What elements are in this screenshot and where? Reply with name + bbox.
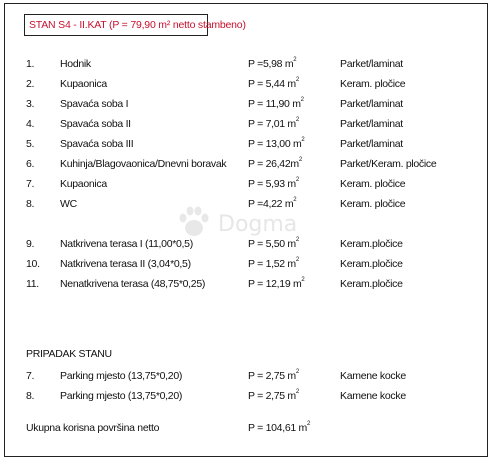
row-floor-type: Kamene kocke [340, 370, 406, 382]
pripadak-heading: PRIPADAK STANU [26, 348, 112, 360]
row-floor-type: Keram. pločice [340, 78, 406, 90]
area-value: P = 2,75 m [248, 370, 296, 382]
row-number: 7. [26, 178, 35, 190]
total-row [0, 420, 492, 436]
row-floor-type: Parket/laminat [340, 58, 403, 70]
row-area [248, 96, 304, 112]
row-floor-type: Keram. pločice [340, 198, 406, 210]
row-floor-type: Parket/laminat [340, 138, 403, 150]
row-name: Spavaća soba I [60, 98, 129, 110]
area-unit-exponent: 2 [295, 389, 299, 395]
room-row [0, 116, 492, 132]
row-name: Kupaonica [60, 178, 107, 190]
row-floor-type: Keram.pločice [340, 258, 403, 270]
row-name: Natkrivena terasa I (11,00*0,5) [60, 238, 193, 250]
row-number: 8. [26, 390, 35, 402]
area-value: P =4,22 m [248, 198, 294, 210]
area-value: P = 5,93 m [248, 178, 296, 190]
area-value: P = 26,42m [248, 158, 299, 170]
area-value: P = 5,44 m [248, 78, 296, 90]
row-number: 4. [26, 118, 35, 130]
terrace-row [0, 256, 492, 272]
paw-icon [178, 206, 210, 240]
room-row [0, 76, 492, 92]
apartment-title [24, 14, 246, 36]
row-name: Spavaća soba II [60, 118, 131, 130]
row-number: 7. [26, 370, 35, 382]
row-area [248, 276, 304, 292]
room-row [0, 56, 492, 72]
area-value: P = 13,00 m [248, 138, 302, 150]
area-unit-exponent: 2 [295, 237, 299, 243]
row-number: 1. [26, 58, 35, 70]
row-floor-type: Parket/laminat [340, 98, 403, 110]
total-area [248, 420, 310, 436]
area-value: P = 12,19 m [248, 278, 302, 290]
row-area [248, 368, 299, 384]
row-number: 11. [26, 278, 39, 290]
area-unit-exponent: 2 [293, 197, 297, 203]
row-name: Parking mjesto (13,75*0,20) [60, 390, 183, 402]
row-floor-type: Parket/laminat [340, 118, 403, 130]
watermark [178, 204, 318, 244]
area-value: P = 5,50 m [248, 238, 296, 250]
row-number: 3. [26, 98, 35, 110]
area-value: P = 7,01 m [248, 118, 296, 130]
row-name: Kupaonica [60, 78, 107, 90]
watermark-text: Dogma [218, 212, 298, 237]
area-unit-exponent: 2 [295, 117, 299, 123]
row-floor-type: Kamene kocke [340, 390, 406, 402]
apartment-title-text: STAN S4 - II.KAT (P = 79,90 m² netto stambeno) [29, 19, 246, 31]
room-row [0, 96, 492, 112]
row-area [248, 76, 299, 92]
row-floor-type: Parket/Keram. pločice [340, 158, 437, 170]
row-name: Kuhinja/Blagovaonica/Dnevni boravak [60, 158, 227, 170]
area-unit-exponent: 2 [298, 157, 302, 163]
row-area [248, 388, 299, 404]
area-value: P = 11,90 m [248, 98, 301, 110]
row-number: 6. [26, 158, 35, 170]
row-area [248, 56, 296, 72]
row-area [248, 156, 302, 172]
area-unit-exponent: 2 [293, 57, 297, 63]
row-name: Nenatkrivena terasa (48,75*0,25) [60, 278, 206, 290]
row-area [248, 256, 299, 272]
row-number: 5. [26, 138, 35, 150]
area-unit-exponent: 2 [295, 177, 299, 183]
area-unit-exponent: 2 [306, 421, 311, 427]
terrace-row [0, 276, 492, 292]
row-name: Hodnik [60, 58, 91, 70]
total-label: Ukupna korisna površina netto [26, 422, 160, 434]
row-floor-type: Keram.pločice [340, 238, 403, 250]
room-row [0, 156, 492, 172]
row-name: Natkrivena terasa II (3,04*0,5) [60, 258, 191, 270]
room-row [0, 176, 492, 192]
row-number: 8. [26, 198, 35, 210]
row-area [248, 116, 299, 132]
area-value: P = 2,75 m [248, 390, 296, 402]
parking-row [0, 368, 492, 384]
row-number: 2. [26, 78, 35, 90]
row-number: 9. [26, 238, 35, 250]
row-number: 10. [26, 258, 40, 270]
row-name: Parking mjesto (13,75*0,20) [60, 370, 183, 382]
row-floor-type: Keram. pločice [340, 178, 406, 190]
area-unit-exponent: 2 [295, 257, 299, 263]
area-unit-exponent: 2 [300, 97, 304, 103]
area-unit-exponent: 2 [295, 369, 299, 375]
area-unit-exponent: 2 [295, 77, 299, 83]
row-floor-type: Keram.pločice [340, 278, 403, 290]
row-area [248, 176, 299, 192]
row-area [248, 136, 304, 152]
area-value: P =5,98 m [248, 58, 294, 70]
total-area-value: P = 104,61 m [248, 422, 307, 434]
row-name: WC [60, 198, 77, 210]
room-row [0, 136, 492, 152]
area-value: P = 1,52 m [248, 258, 296, 270]
area-unit-exponent: 2 [301, 137, 305, 143]
area-unit-exponent: 2 [301, 277, 305, 283]
row-name: Spavaća soba III [60, 138, 134, 150]
parking-row [0, 388, 492, 404]
